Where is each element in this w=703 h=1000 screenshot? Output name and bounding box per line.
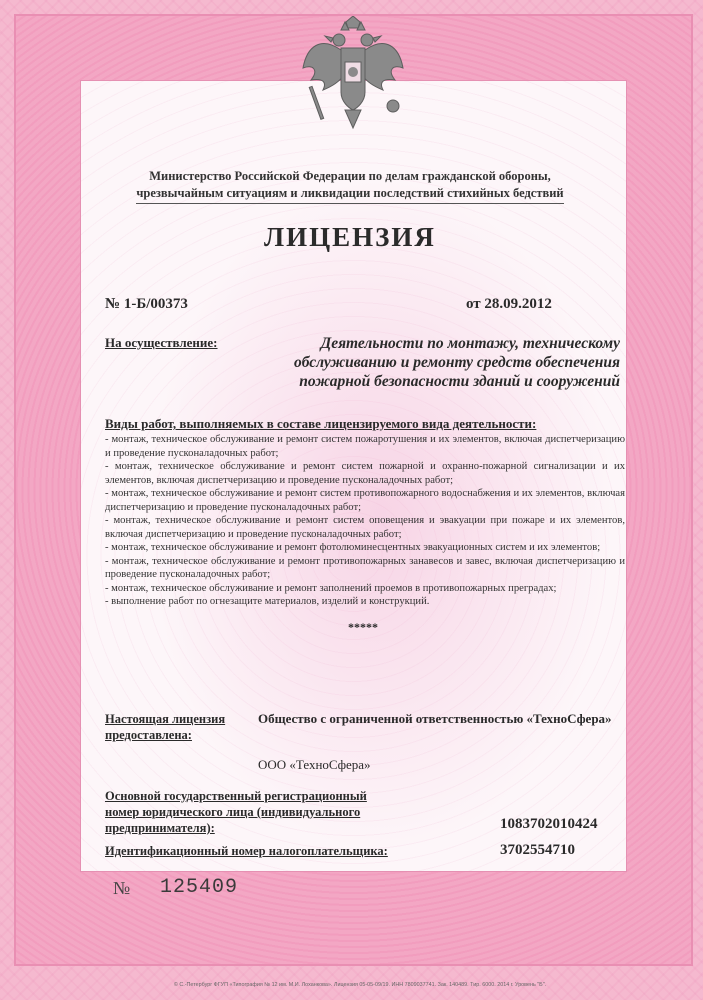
ogrn-label-line-3: предпринимателя): bbox=[105, 821, 215, 835]
ministry-line-2: чрезвычайным ситуациям и ликвидации последствий стихийных бедствий bbox=[136, 185, 563, 204]
document-title: ЛИЦЕНЗИЯ bbox=[264, 222, 436, 252]
ministry-line-1: Министерство Российской Федерации по делам гражданской обороны, bbox=[149, 169, 551, 183]
works-heading: Виды работ, выполняемых в составе лицензируемого вида деятельности: bbox=[105, 416, 537, 431]
works-list bbox=[105, 433, 625, 609]
printer-imprint: © С.-Петербург ФГУП «Типография № 12 им. М.И. Лоханкова». Лицензия 05-05-09/19. ИНН 7809037741. Зак. 140489. Тир. 6000. 2014 г. Уровень "Б". bbox=[173, 982, 547, 988]
license-number: № 1-Б/00373 bbox=[105, 296, 188, 312]
organization-short-name: ООО «ТехноСфера» bbox=[258, 757, 371, 772]
activity-line-2: обслуживанию и ремонту средств обеспечения bbox=[293, 354, 620, 371]
ogrn-value: 1083702010424 bbox=[500, 816, 598, 832]
works-item: - монтаж, техническое обслуживание и ремонт систем пожарной и охранно-пожарной сигнализации и их элементов, включая диспетчеризацию и проведение пусконаладочных работ; bbox=[105, 461, 625, 486]
double-headed-eagle-emblem bbox=[301, 16, 405, 134]
activity-label: На осуществление: bbox=[105, 335, 218, 350]
activity-description bbox=[240, 334, 620, 391]
end-of-list-mark: ***** bbox=[348, 620, 378, 634]
activity-line-3: пожарной безопасности зданий и сооружений bbox=[299, 373, 620, 390]
ogrn-label bbox=[105, 788, 410, 836]
works-item: - монтаж, техническое обслуживание и ремонт систем оповещения и эвакуации при пожаре и их элементов, включая диспетчеризацию и проведение пусконаладочных работ; bbox=[105, 515, 625, 540]
activity-line-1: Деятельности по монтажу, техническому bbox=[320, 335, 620, 352]
works-item: - монтаж, техническое обслуживание и ремонт фотолюминесцентных эвакуационных систем и их элементов; bbox=[105, 542, 601, 553]
works-item: - монтаж, техническое обслуживание и ремонт заполнений проемов в противопожарных преградах; bbox=[105, 582, 557, 594]
works-item: - монтаж, техническое обслуживание и ремонт систем пожаротушения и их элементов, включая диспетчеризацию и проведение пусконаладочных работ; bbox=[105, 434, 625, 459]
holder-label-line-1: Настоящая лицензия bbox=[105, 712, 226, 726]
ogrn-label-line-1: Основной государственный регистрационный bbox=[105, 789, 367, 803]
inn-value: 3702554710 bbox=[500, 842, 575, 858]
license-date: от 28.09.2012 bbox=[466, 296, 552, 312]
works-item: - монтаж, техническое обслуживание и ремонт систем противопожарного водоснабжения и их элементов, включая диспетчеризацию и проведение пусконаладочных работ; bbox=[105, 488, 625, 513]
serial-number: 125409 bbox=[160, 876, 239, 899]
works-item: - выполнение работ по огнезащите материалов, изделий и конструкций. bbox=[105, 596, 430, 607]
ministry-name bbox=[100, 168, 600, 204]
works-item: - монтаж, техническое обслуживание и ремонт противопожарных занавесов и завес, включая диспетчеризацию и проведение пусконаладочных работ; bbox=[105, 555, 625, 580]
organization-full-name: Общество с ограниченной ответственностью «ТехноСфера» bbox=[258, 711, 612, 726]
inn-label: Идентификационный номер налогоплательщика: bbox=[105, 844, 388, 858]
holder-label-line-2: предоставлена: bbox=[105, 728, 192, 742]
serial-number-sign: № bbox=[113, 878, 131, 898]
holder-label bbox=[105, 711, 225, 743]
ogrn-label-line-2: номер юридического лица (индивидуального bbox=[105, 805, 361, 819]
